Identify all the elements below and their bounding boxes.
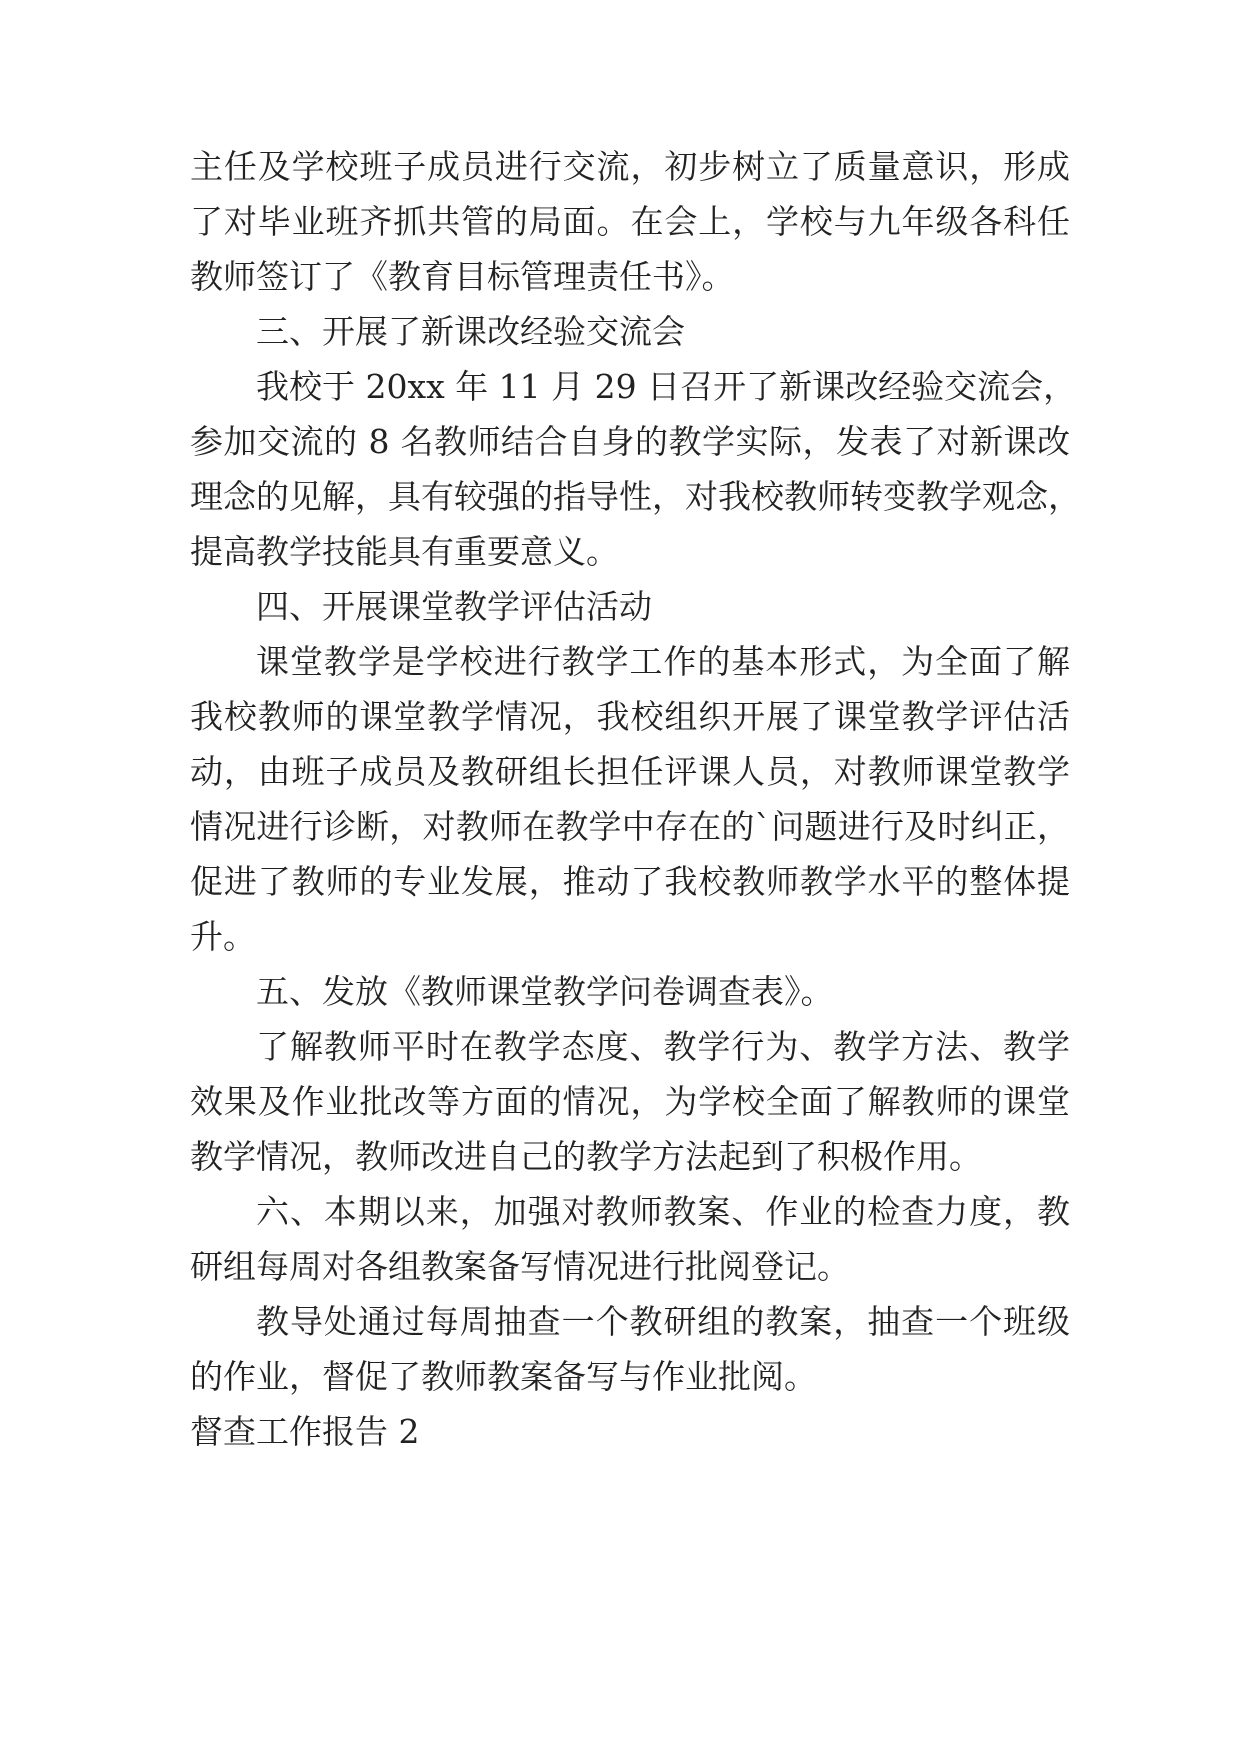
text-line: 教导处通过每周抽查一个教研组的教案，抽查一个班级 (256, 1302, 1070, 1341)
text-line: 课堂教学是学校进行教学工作的基本形式，为全面了解 (256, 642, 1070, 681)
section-heading: 六、本期以来，加强对教师教案、作业的检查力度，教 (256, 1192, 1070, 1231)
text-line: 升。 (190, 917, 256, 956)
text-line: 我校教师的课堂教学情况，我校组织开展了课堂教学评估活 (190, 697, 1070, 736)
text-line: 情况进行诊断，对教师在教学中存在的`问题进行及时纠正， (190, 807, 1070, 846)
text-line: 教学情况，教师改进自己的教学方法起到了积极作用。 (190, 1137, 982, 1176)
text-line: 动，由班子成员及教研组长担任评课人员，对教师课堂教学 (190, 752, 1070, 791)
text-line: 理念的见解，具有较强的指导性，对我校教师转变教学观念， (190, 477, 1081, 516)
text-line: 主任及学校班子成员进行交流，初步树立了质量意识，形成 (190, 147, 1070, 186)
text-line: 提高教学技能具有重要意义。 (190, 532, 619, 571)
text-line: 研组每周对各组教案备写情况进行批阅登记。 (190, 1247, 850, 1286)
text-line: 的作业，督促了教师教案备写与作业批阅。 (190, 1357, 817, 1396)
text-line: 了解教师平时在教学态度、教学行为、教学方法、教学 (256, 1027, 1070, 1066)
text-line: 参加交流的 8 名教师结合自身的教学实际，发表了对新课改 (190, 422, 1070, 461)
section-heading: 四、开展课堂教学评估活动 (256, 587, 652, 626)
text-line: 促进了教师的专业发展，推动了我校教师教学水平的整体提 (190, 862, 1070, 901)
document-title: 督查工作报告 2 (190, 1412, 420, 1451)
text-line: 效果及作业批改等方面的情况，为学校全面了解教师的课堂 (190, 1082, 1070, 1121)
section-heading: 三、开展了新课改经验交流会 (256, 312, 685, 351)
section-heading: 五、发放《教师课堂教学问卷调查表》。 (256, 972, 834, 1011)
text-line: 我校于 20xx 年 11 月 29 日召开了新课改经验交流会， (256, 367, 1077, 406)
text-line: 了对毕业班齐抓共管的局面。在会上，学校与九年级各科任 (190, 202, 1070, 241)
text-line: 教师签订了《教育目标管理责任书》。 (190, 257, 735, 296)
